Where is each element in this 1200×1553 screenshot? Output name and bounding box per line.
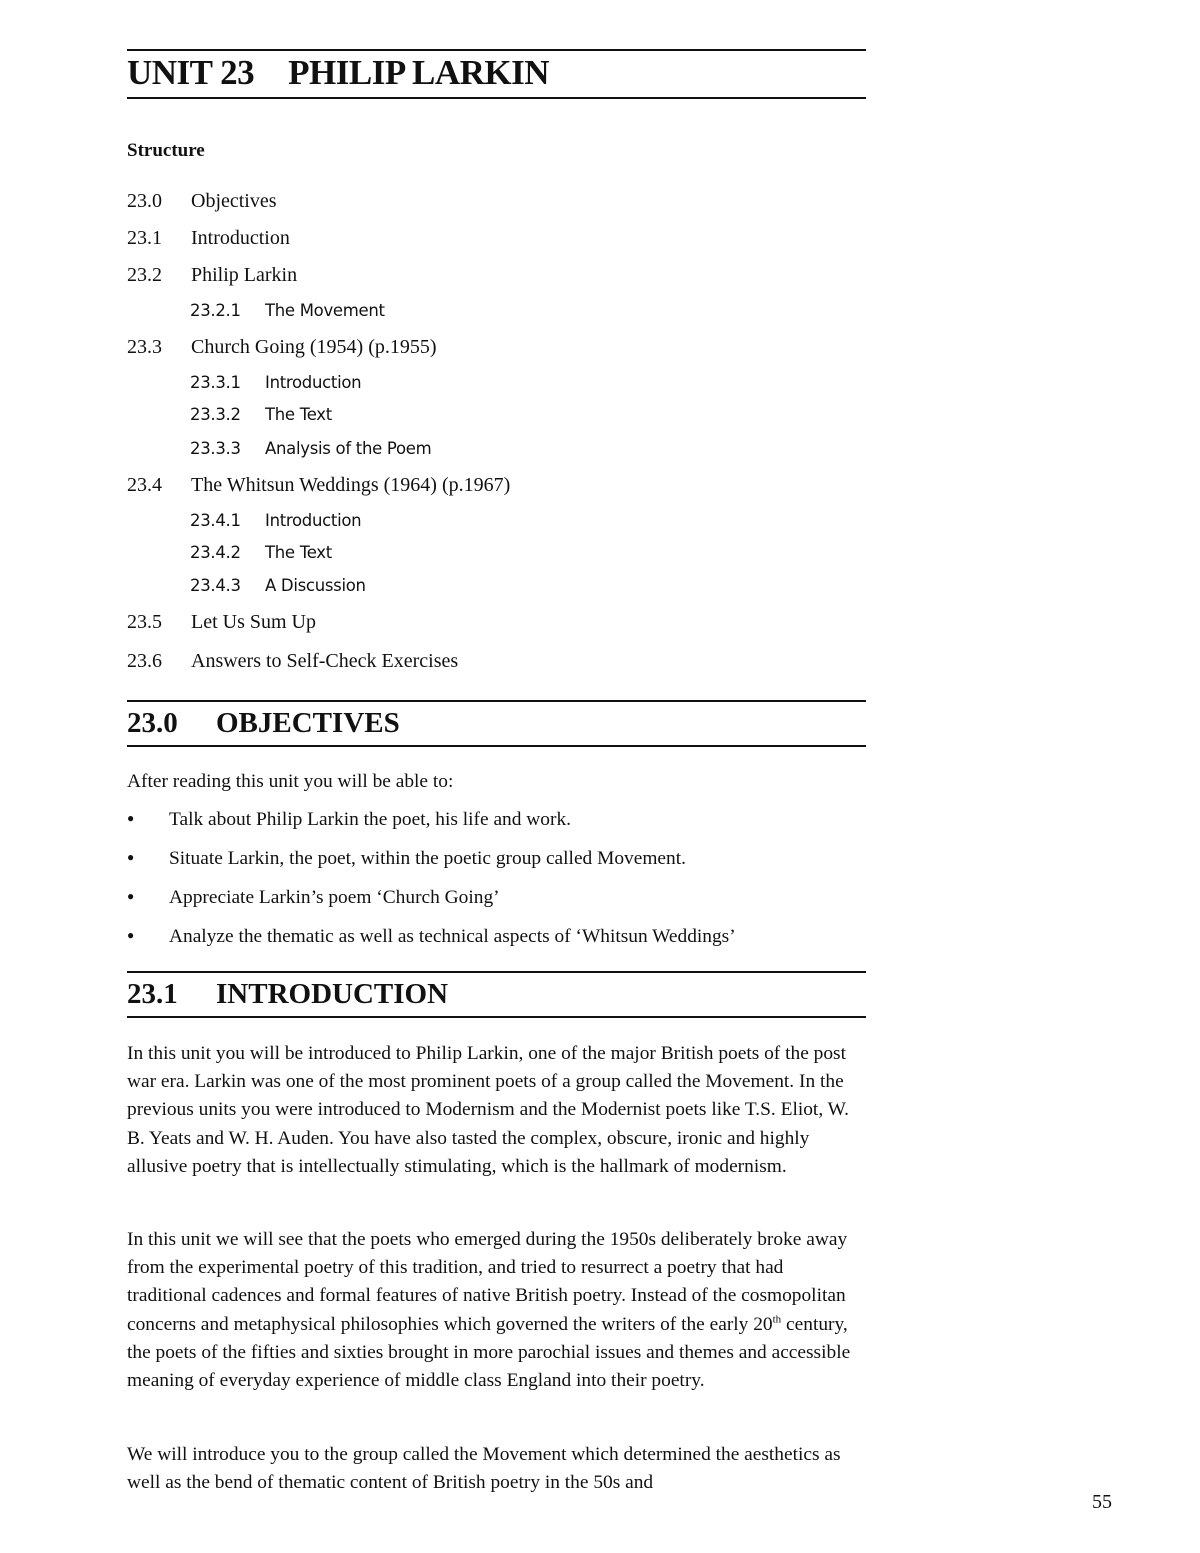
top-rule (127, 49, 866, 51)
toc-label: Analysis of the Poem (265, 439, 432, 458)
title-bottom-rule (127, 97, 866, 99)
toc-subentry (190, 439, 431, 458)
section-number: 23.0 (127, 707, 178, 739)
toc-subentry (190, 301, 385, 320)
bullet-text: Analyze the thematic as well as technical aspects of ‘Whitsun Weddings’ (169, 926, 736, 947)
toc-number: 23.4.1 (190, 511, 241, 530)
bullet-text: Situate Larkin, the poet, within the poetic group called Movement. (169, 848, 686, 869)
superscript: th (772, 1313, 782, 1326)
toc-label: Introduction (191, 227, 290, 249)
toc-entry (127, 611, 316, 634)
toc-number: 23.2.1 (190, 301, 241, 320)
toc-number: 23.3.3 (190, 439, 241, 458)
toc-label: Answers to Self-Check Exercises (191, 650, 459, 672)
toc-entry (127, 474, 510, 497)
introduction-paragraph-2 (127, 1226, 866, 1395)
toc-entry (127, 650, 458, 673)
introduction-heading (127, 978, 448, 1011)
toc-entry (127, 264, 297, 287)
toc-subentry (190, 405, 332, 424)
toc-entry (127, 190, 277, 213)
section-title: OBJECTIVES (216, 707, 400, 739)
page-number: 55 (1092, 1491, 1112, 1513)
bullet-text: Talk about Philip Larkin the poet, his life and work. (169, 809, 571, 830)
toc-number: 23.0 (127, 190, 162, 212)
toc-label: Philip Larkin (191, 264, 298, 286)
toc-label: The Text (265, 405, 332, 424)
introduction-paragraph-3: We will introduce you to the group called the Movement which determined the aesthetics as well as the bend of thematic content of British poetry in the 50s and (127, 1444, 841, 1494)
paragraph-text: century, the poets of the fifties and sixties brought in more parochial issues and themes and accessible meaning of everyday experience of middle class England into their poetry. (127, 1313, 851, 1392)
introduction-top-rule (127, 971, 866, 973)
section-title: INTRODUCTION (216, 978, 449, 1010)
toc-number: 23.4.3 (190, 576, 241, 595)
toc-label: Objectives (191, 190, 277, 212)
toc-entry (127, 336, 437, 359)
toc-entry (127, 227, 290, 250)
toc-number: 23.3.1 (190, 373, 241, 392)
objectives-bottom-rule (127, 745, 866, 747)
toc-number: 23.1 (127, 227, 162, 249)
toc-label: Church Going (1954) (p.1955) (191, 336, 437, 358)
toc-number: 23.6 (127, 650, 162, 672)
toc-number: 23.5 (127, 611, 162, 633)
toc-number: 23.3.2 (190, 405, 241, 424)
toc-subentry (190, 576, 366, 595)
toc-number: 23.3 (127, 336, 162, 358)
toc-number: 23.4 (127, 474, 162, 496)
paragraph-text: In this unit we will see that the poets who emerged during the 1950s deliberately broke away from the experimental poetry of this tradition, and tried to resurrect a poetry that had traditional cadences and formal features of native British poetry. Instead of the cosmopolitan concerns and metaphysical philosophies which governed the writers of the early 20 (127, 1229, 848, 1335)
structure-label: Structure (127, 140, 205, 161)
toc-subentry (190, 543, 332, 562)
unit-number: UNIT 23 (127, 53, 255, 92)
toc-subentry (190, 511, 361, 530)
section-number: 23.1 (127, 978, 178, 1010)
toc-label: Let Us Sum Up (191, 611, 316, 633)
bullet-icon: ● (127, 928, 135, 942)
unit-name: PHILIP LARKIN (288, 53, 550, 92)
toc-number: 23.2 (127, 264, 162, 286)
toc-number: 23.4.2 (190, 543, 241, 562)
toc-label: The Movement (265, 301, 385, 320)
objectives-intro: After reading this unit you will be able to: (127, 771, 454, 792)
toc-label: The Whitsun Weddings (1964) (p.1967) (191, 474, 511, 496)
toc-subentry (190, 373, 361, 392)
introduction-bottom-rule (127, 1016, 866, 1018)
unit-title (127, 53, 549, 93)
bullet-icon: ● (127, 889, 135, 903)
toc-label: Introduction (265, 511, 362, 530)
bullet-icon: ● (127, 850, 135, 864)
toc-label: A Discussion (265, 576, 366, 595)
bullet-text: Appreciate Larkin’s poem ‘Church Going’ (169, 887, 500, 908)
introduction-paragraph-1: In this unit you will be introduced to Philip Larkin, one of the major British poets of the post war era. Larkin was one of the most prominent poets of a group called the Movement. In the previous units you were introduced to Modernism and the Modernist poets like T.S. Eliot, W. B. Yeats and W. H. Auden. You have also tasted the complex, obscure, ironic and highly allusive poetry that is intellectually stimulating, which is the hallmark of modernism. (127, 1043, 850, 1177)
objectives-top-rule (127, 700, 866, 702)
bullet-icon: ● (127, 811, 135, 825)
toc-label: Introduction (265, 373, 362, 392)
objectives-heading (127, 707, 400, 740)
toc-label: The Text (265, 543, 332, 562)
